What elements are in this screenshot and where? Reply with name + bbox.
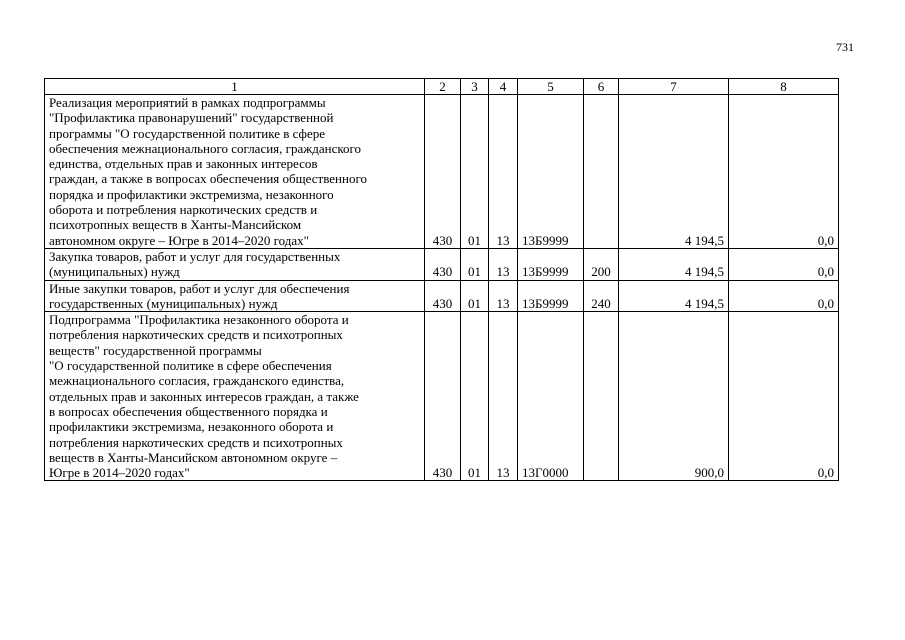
description-line: единства, отдельных прав и законных интересов [49,156,318,172]
expense-type-cell: 200 [584,248,619,280]
amount-cell: 0,0 [729,312,839,481]
target-article-cell: 13Б9999 [518,95,584,249]
table-row [45,312,839,481]
section-code-cell: 01 [461,95,489,249]
expense-type-cell: 240 [584,280,619,312]
section-code-cell: 01 [461,312,489,481]
admin-code-cell: 430 [425,95,461,249]
table-row [45,95,839,249]
row-description [45,248,425,280]
description-line: веществ" государственной программы [49,342,262,358]
description-line: программы "О государственной политике в сфере [49,125,326,141]
table-row [45,280,839,312]
row-description [45,312,425,481]
admin-code-cell: 430 [425,280,461,312]
subsection-code-cell: 13 [489,280,518,312]
admin-code-cell: 430 [425,312,461,481]
expense-type-cell [584,312,619,481]
description-line: порядка и профилактики экстремизма, незаконного [49,186,334,202]
target-article-cell: 13Г0000 [518,312,584,481]
row-description [45,280,425,312]
header-cell: 4 [489,79,518,95]
amount-cell: 4 194,5 [619,280,729,312]
description-line: Иные закупки товаров, работ и услуг для обеспечения [49,280,350,296]
header-cell: 5 [518,79,584,95]
header-cell: 3 [461,79,489,95]
amount-cell: 0,0 [729,248,839,280]
amount-cell: 4 194,5 [619,95,729,249]
description-line: потребления наркотических средств и психотропных [49,434,343,450]
amount-cell: 900,0 [619,312,729,481]
header-cell: 6 [584,79,619,95]
header-cell: 2 [425,79,461,95]
description-line: профилактики экстремизма, незаконного оборота и [49,419,334,435]
description-line: потребления наркотических средств и психотропных [49,327,343,343]
subsection-code-cell: 13 [489,248,518,280]
description-line: граждан, а также в вопросах обеспечения общественного [49,171,367,187]
amount-cell: 4 194,5 [619,248,729,280]
subsection-code-cell: 13 [489,95,518,249]
table-body [45,95,839,481]
description-line: Закупка товаров, работ и услуг для государственных [49,248,341,264]
description-line: Югре в 2014–2020 годах" [49,465,190,481]
description-line: автономном округе – Югре в 2014–2020 годах" [49,232,309,248]
row-description [45,95,425,249]
description-line: Подпрограмма "Профилактика незаконного оборота и [49,312,349,328]
page-number: 731 [836,40,854,54]
target-article-cell: 13Б9999 [518,248,584,280]
header-cell: 1 [45,79,425,95]
admin-code-cell: 430 [425,248,461,280]
amount-cell: 0,0 [729,95,839,249]
section-code-cell: 01 [461,280,489,312]
description-line: "О государственной политике в сфере обеспечения [49,358,332,374]
target-article-cell: 13Б9999 [518,280,584,312]
description-line: межнационального согласия, гражданского единства, [49,373,345,389]
description-line: отдельных прав и законных интересов граждан, а также [49,388,359,404]
section-code-cell: 01 [461,248,489,280]
description-line: обеспечения межнационального согласия, гражданского [49,140,362,156]
expense-type-cell [584,95,619,249]
description-line: государственных (муниципальных) нужд [49,295,278,311]
table-header-row [45,79,839,95]
description-line: оборота и потребления наркотических средств и [49,202,318,218]
table-row [45,248,839,280]
amount-cell: 0,0 [729,280,839,312]
budget-table [44,78,839,481]
description-line: в вопросах обеспечения общественного порядка и [49,403,328,419]
header-cell: 8 [729,79,839,95]
description-line: (муниципальных) нужд [49,264,180,280]
header-cell: 7 [619,79,729,95]
subsection-code-cell: 13 [489,312,518,481]
description-line: веществ в Ханты-Мансийском автономном округе – [49,449,338,465]
description-line: Реализация мероприятий в рамках подпрограммы [49,95,326,110]
description-line: "Профилактика правонарушений" государственной [49,110,334,126]
description-line: психотропных веществ в Ханты-Мансийском [49,217,302,233]
